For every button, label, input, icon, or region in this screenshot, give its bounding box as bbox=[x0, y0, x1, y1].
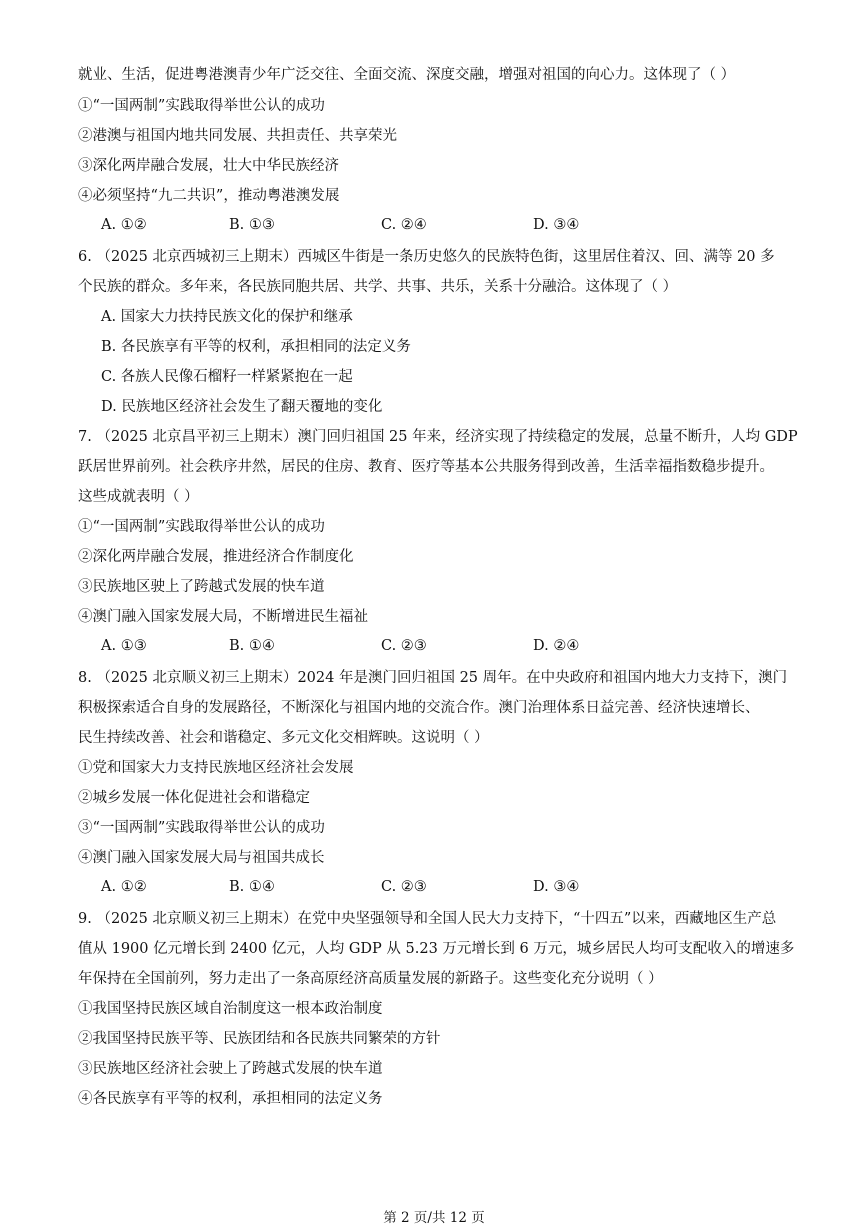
q5-item-3: ③深化两岸融合发展，壮大中华民族经济 bbox=[78, 158, 339, 174]
q8-option-a[interactable]: A. ①② bbox=[101, 879, 147, 895]
q7-option-b[interactable]: B. ①④ bbox=[229, 638, 275, 654]
q5-item-2: ②港澳与祖国内地共同发展、共担责任、共享荣光 bbox=[78, 128, 397, 144]
q6-option-a[interactable]: A. 国家大力扶持民族文化的保护和继承 bbox=[101, 309, 353, 325]
q5-options bbox=[101, 217, 801, 237]
q7-item-1: ①“一国两制”实践取得举世公认的成功 bbox=[78, 519, 325, 535]
q8-options bbox=[101, 879, 801, 899]
q7-stem-line-3: 这些成就表明（ ） bbox=[78, 489, 199, 505]
q9-item-4: ④各民族享有平等的权利，承担相同的法定义务 bbox=[78, 1091, 383, 1107]
q5-option-c[interactable]: C. ②④ bbox=[381, 217, 427, 233]
page-number-footer: 第 2 页/共 12 页 bbox=[383, 1210, 485, 1226]
q7-item-3: ③民族地区驶上了跨越式发展的快车道 bbox=[78, 579, 325, 595]
q7-option-d[interactable]: D. ②④ bbox=[533, 638, 580, 654]
q8-stem-line-3: 民生持续改善、社会和谐稳定、多元文化交相辉映。这说明（ ） bbox=[78, 730, 489, 746]
q7-options bbox=[101, 638, 801, 658]
q5-option-b[interactable]: B. ①③ bbox=[229, 217, 275, 233]
q7-stem-line-2: 跃居世界前列。社会秩序井然，居民的住房、教育、医疗等基本公共服务得到改善，生活幸福指数稳步提升。 bbox=[78, 459, 774, 475]
q8-item-2: ②城乡发展一体化促进社会和谐稳定 bbox=[78, 790, 310, 806]
q5-item-4: ④必须坚持“九二共识”，推动粤港澳发展 bbox=[78, 188, 340, 204]
q5-option-a[interactable]: A. ①② bbox=[101, 217, 147, 233]
q9-item-3: ③民族地区经济社会驶上了跨越式发展的快车道 bbox=[78, 1061, 383, 1077]
q8-item-4: ④澳门融入国家发展大局与祖国共成长 bbox=[78, 850, 325, 866]
q6-stem-line-1: 6. （2025 北京西城初三上期末）西城区牛街是一条历史悠久的民族特色街，这里居住着汉、回、满等 20 多 bbox=[78, 249, 775, 265]
q7-item-2: ②深化两岸融合发展，推进经济合作制度化 bbox=[78, 549, 354, 565]
q8-stem-line-2: 积极探索适合自身的发展路径，不断深化与祖国内地的交流合作。澳门治理体系日益完善、经济快速增长、 bbox=[78, 700, 760, 716]
q7-item-4: ④澳门融入国家发展大局，不断增进民生福祉 bbox=[78, 609, 368, 625]
q6-stem-line-2: 个民族的群众。多年来，各民族同胞共居、共学、共事、共乐，关系十分融洽。这体现了（ ） bbox=[78, 279, 678, 295]
q7-option-a[interactable]: A. ①③ bbox=[101, 638, 147, 654]
q9-item-1: ①我国坚持民族区域自治制度这一根本政治制度 bbox=[78, 1001, 383, 1017]
q7-stem-line-1: 7. （2025 北京昌平初三上期末）澳门回归祖国 25 年来，经济实现了持续稳定的发展，总量不断升，人均 GDP bbox=[78, 429, 798, 445]
q6-option-d[interactable]: D. 民族地区经济社会发生了翻天覆地的变化 bbox=[101, 399, 383, 415]
q9-stem-line-2: 值从 1900 亿元增长到 2400 亿元，人均 GDP 从 5.23 万元增长到 6 万元，城乡居民人均可支配收入的增速多 bbox=[78, 941, 795, 957]
q5-stem-tail: 就业、生活，促进粤港澳青少年广泛交往、全面交流、深度交融，增强对祖国的向心力。这体现了（ ） bbox=[78, 67, 736, 83]
q8-stem-line-1: 8. （2025 北京顺义初三上期末）2024 年是澳门回归祖国 25 周年。在中央政府和祖国内地大力支持下，澳门 bbox=[78, 670, 788, 686]
q8-item-3: ③“一国两制”实践取得举世公认的成功 bbox=[78, 820, 325, 836]
q6-option-c[interactable]: C. 各族人民像石榴籽一样紧紧抱在一起 bbox=[101, 369, 353, 385]
q8-option-c[interactable]: C. ②③ bbox=[381, 879, 427, 895]
q8-item-1: ①党和国家大力支持民族地区经济社会发展 bbox=[78, 760, 354, 776]
q5-item-1: ①“一国两制”实践取得举世公认的成功 bbox=[78, 98, 325, 114]
q9-stem-line-3: 年保持在全国前列，努力走出了一条高原经济高质量发展的新路子。这些变化充分说明（ ） bbox=[78, 971, 663, 987]
q8-option-b[interactable]: B. ①④ bbox=[229, 879, 275, 895]
q9-stem-line-1: 9. （2025 北京顺义初三上期末）在党中央坚强领导和全国人民大力支持下，“十四五”以来，西藏地区生产总 bbox=[78, 911, 777, 927]
q6-option-b[interactable]: B. 各民族享有平等的权利，承担相同的法定义务 bbox=[101, 339, 411, 355]
q5-option-d[interactable]: D. ③④ bbox=[533, 217, 580, 233]
q9-item-2: ②我国坚持民族平等、民族团结和各民族共同繁荣的方针 bbox=[78, 1031, 441, 1047]
q8-option-d[interactable]: D. ③④ bbox=[533, 879, 580, 895]
q7-option-c[interactable]: C. ②③ bbox=[381, 638, 427, 654]
